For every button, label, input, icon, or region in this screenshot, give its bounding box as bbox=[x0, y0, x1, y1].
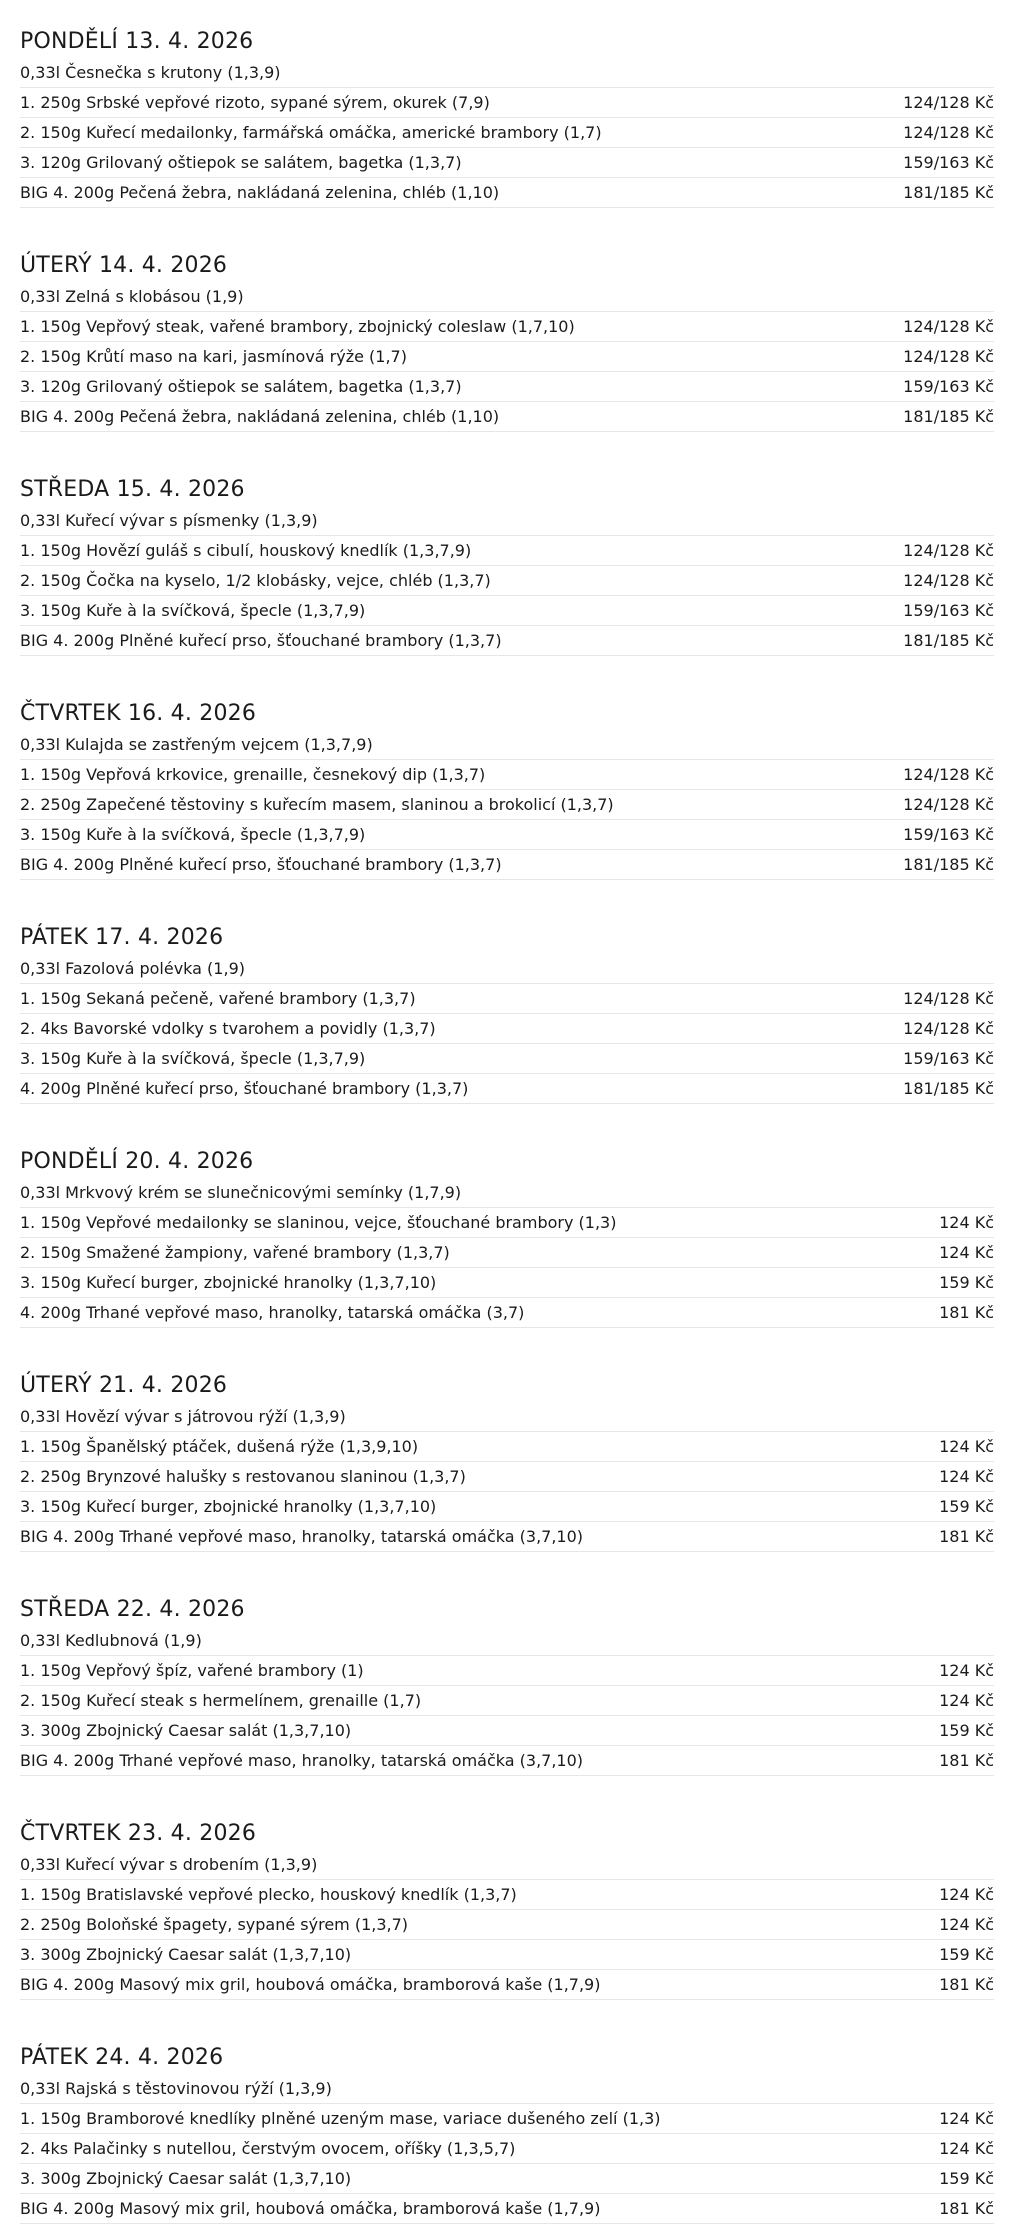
day-title: ÚTERÝ 21. 4. 2026 bbox=[20, 1373, 228, 1398]
menu-item-name: 1. 150g Bramborové knedlíky plněné uzeným mase, variace dušeného zelí (1,3) bbox=[20, 2109, 661, 2128]
soup-line: 0,33l Kuřecí vývar s písmenky (1,3,9) bbox=[20, 507, 994, 536]
menu-item-name: BIG 4. 200g Trhané vepřové maso, hranolky, tatarská omáčka (3,7,10) bbox=[20, 1751, 584, 1770]
menu-item-price: 159 Kč bbox=[939, 1945, 994, 1964]
menu-item-price: 159/163 Kč bbox=[903, 377, 994, 396]
menu-item-price: 181/185 Kč bbox=[903, 631, 994, 650]
menu-item-row bbox=[20, 1522, 994, 1552]
menu-item-price: 159 Kč bbox=[939, 1721, 994, 1740]
menu-item-price: 124 Kč bbox=[939, 1213, 994, 1232]
day-title: PÁTEK 24. 4. 2026 bbox=[20, 2045, 224, 2070]
menu-item-name: 1. 150g Vepřová krkovice, grenaille, česnekový dip (1,3,7) bbox=[20, 765, 486, 784]
menu-item-name: 1. 150g Bratislavské vepřové plecko, houskový knedlík (1,3,7) bbox=[20, 1885, 517, 1904]
menu-item-name: 4. 200g Trhané vepřové maso, hranolky, tatarská omáčka (3,7) bbox=[20, 1303, 525, 1322]
menu-item-name: 2. 250g Brynzové halušky s restovanou slaninou (1,3,7) bbox=[20, 1467, 466, 1486]
menu-item-price: 159 Kč bbox=[939, 2169, 994, 2188]
menu-item-price: 159/163 Kč bbox=[903, 601, 994, 620]
menu-item-name: BIG 4. 200g Plněné kuřecí prso, šťouchané brambory (1,3,7) bbox=[20, 631, 502, 650]
menu-item-price: 124 Kč bbox=[939, 1885, 994, 1904]
menu-item-row bbox=[20, 1910, 994, 1940]
day-title: STŘEDA 22. 4. 2026 bbox=[20, 1597, 245, 1622]
day-title: ÚTERÝ 14. 4. 2026 bbox=[20, 253, 228, 278]
menu-item-name: 3. 150g Kuřecí burger, zbojnické hranolky (1,3,7,10) bbox=[20, 1273, 437, 1292]
menu-item-name: 3. 150g Kuře à la svíčková, špecle (1,3,7,9) bbox=[20, 1049, 366, 1068]
day-title: ČTVRTEK 23. 4. 2026 bbox=[20, 1821, 257, 1846]
day-section bbox=[20, 25, 994, 208]
menu-item-price: 159 Kč bbox=[939, 1497, 994, 1516]
menu-item-row bbox=[20, 1970, 994, 2000]
menu-item-name: 1. 150g Vepřový steak, vařené brambory, zbojnický coleslaw (1,7,10) bbox=[20, 317, 575, 336]
menu-item-name: 1. 150g Vepřový špíz, vařené brambory (1) bbox=[20, 1661, 364, 1680]
day-section bbox=[20, 1593, 994, 1776]
menu-item-row bbox=[20, 1686, 994, 1716]
menu-item-price: 159/163 Kč bbox=[903, 1049, 994, 1068]
day-title: PÁTEK 17. 4. 2026 bbox=[20, 925, 224, 950]
menu-item-name: 1. 150g Hovězí guláš s cibulí, houskový knedlík (1,3,7,9) bbox=[20, 541, 472, 560]
menu-item-price: 124 Kč bbox=[939, 1915, 994, 1934]
soup-line: 0,33l Kulajda se zastřeným vejcem (1,3,7,9) bbox=[20, 731, 994, 760]
menu-item-row bbox=[20, 402, 994, 432]
menu-item-price: 124 Kč bbox=[939, 2109, 994, 2128]
soup-line: 0,33l Kedlubnová (1,9) bbox=[20, 1627, 994, 1656]
menu-item-name: 2. 150g Čočka na kyselo, 1/2 klobásky, vejce, chléb (1,3,7) bbox=[20, 571, 491, 590]
soup-line: 0,33l Zelná s klobásou (1,9) bbox=[20, 283, 994, 312]
menu-item-price: 124 Kč bbox=[939, 1437, 994, 1456]
menu-item-price: 181 Kč bbox=[939, 1975, 994, 1994]
menu-item-name: 2. 250g Zapečené těstoviny s kuřecím masem, slaninou a brokolicí (1,3,7) bbox=[20, 795, 614, 814]
menu-item-row bbox=[20, 1880, 994, 1910]
menu-item-row bbox=[20, 2104, 994, 2134]
menu-item-price: 124/128 Kč bbox=[903, 795, 994, 814]
menu-item-name: 1. 150g Sekaná pečeně, vařené brambory (1,3,7) bbox=[20, 989, 416, 1008]
menu-item-price: 124/128 Kč bbox=[903, 765, 994, 784]
menu-item-name: BIG 4. 200g Masový mix gril, houbová omáčka, bramborová kaše (1,7,9) bbox=[20, 1975, 601, 1994]
menu-item-row bbox=[20, 566, 994, 596]
menu-item-row bbox=[20, 2134, 994, 2164]
menu-item-row bbox=[20, 372, 994, 402]
menu-item-name: 2. 150g Kuřecí steak s hermelínem, grenaille (1,7) bbox=[20, 1691, 422, 1710]
day-section bbox=[20, 2041, 994, 2224]
menu-item-price: 181 Kč bbox=[939, 1527, 994, 1546]
day-section bbox=[20, 1145, 994, 1328]
day-title: STŘEDA 15. 4. 2026 bbox=[20, 477, 245, 502]
menu-item-price: 159/163 Kč bbox=[903, 153, 994, 172]
menu-item-price: 181 Kč bbox=[939, 1303, 994, 1322]
menu-item-row bbox=[20, 2164, 994, 2194]
menu-item-price: 124/128 Kč bbox=[903, 571, 994, 590]
soup-line: 0,33l Fazolová polévka (1,9) bbox=[20, 955, 994, 984]
menu-item-name: 2. 250g Boloňské špagety, sypané sýrem (1,3,7) bbox=[20, 1915, 409, 1934]
day-title: PONDĚLÍ 13. 4. 2026 bbox=[20, 29, 254, 54]
menu-item-row bbox=[20, 1044, 994, 1074]
menu-item-name: 2. 4ks Bavorské vdolky s tvarohem a povidly (1,3,7) bbox=[20, 1019, 436, 1038]
soup-line: 0,33l Kuřecí vývar s drobením (1,3,9) bbox=[20, 1851, 994, 1880]
menu-item-row bbox=[20, 1074, 994, 1104]
menu-item-name: BIG 4. 200g Pečená žebra, nakládaná zelenina, chléb (1,10) bbox=[20, 407, 500, 426]
day-title: PONDĚLÍ 20. 4. 2026 bbox=[20, 1149, 254, 1174]
menu-item-price: 124 Kč bbox=[939, 1691, 994, 1710]
menu-item-name: 3. 300g Zbojnický Caesar salát (1,3,7,10) bbox=[20, 1945, 352, 1964]
soup-line: 0,33l Mrkvový krém se slunečnicovými semínky (1,7,9) bbox=[20, 1179, 994, 1208]
menu-item-price: 181 Kč bbox=[939, 1751, 994, 1770]
menu-item-price: 181/185 Kč bbox=[903, 1079, 994, 1098]
menu-item-row bbox=[20, 1238, 994, 1268]
menu-item-price: 124/128 Kč bbox=[903, 93, 994, 112]
menu-item-row bbox=[20, 118, 994, 148]
menu-item-name: 3. 150g Kuře à la svíčková, špecle (1,3,7,9) bbox=[20, 825, 366, 844]
menu-item-row bbox=[20, 850, 994, 880]
menu-item-row bbox=[20, 820, 994, 850]
menu-item-name: 3. 150g Kuře à la svíčková, špecle (1,3,7,9) bbox=[20, 601, 366, 620]
menu-item-row bbox=[20, 1268, 994, 1298]
menu-item-name: 4. 200g Plněné kuřecí prso, šťouchané brambory (1,3,7) bbox=[20, 1079, 469, 1098]
menu-item-price: 124 Kč bbox=[939, 1467, 994, 1486]
menu-item-row bbox=[20, 1940, 994, 1970]
menu-item-name: 2. 150g Krůtí maso na kari, jasmínová rýže (1,7) bbox=[20, 347, 407, 366]
menu-item-price: 124/128 Kč bbox=[903, 989, 994, 1008]
menu-item-name: 3. 120g Grilovaný oštiepok se salátem, bagetka (1,3,7) bbox=[20, 377, 462, 396]
menu-item-row bbox=[20, 1462, 994, 1492]
menu-item-name: 1. 150g Vepřové medailonky se slaninou, vejce, šťouchané brambory (1,3) bbox=[20, 1213, 617, 1232]
menu-item-row bbox=[20, 312, 994, 342]
menu-item-name: BIG 4. 200g Trhané vepřové maso, hranolky, tatarská omáčka (3,7,10) bbox=[20, 1527, 584, 1546]
menu-item-price: 124/128 Kč bbox=[903, 317, 994, 336]
menu-item-price: 124/128 Kč bbox=[903, 1019, 994, 1038]
menu-item-row bbox=[20, 1656, 994, 1686]
day-section bbox=[20, 249, 994, 432]
menu-item-row bbox=[20, 178, 994, 208]
menu-item-row bbox=[20, 148, 994, 178]
menu-item-row bbox=[20, 2194, 994, 2224]
day-section bbox=[20, 473, 994, 656]
soup-line: 0,33l Česnečka s krutony (1,3,9) bbox=[20, 59, 994, 88]
menu-item-row bbox=[20, 760, 994, 790]
menu-item-row bbox=[20, 1014, 994, 1044]
menu-item-name: 2. 150g Kuřecí medailonky, farmářská omáčka, americké brambory (1,7) bbox=[20, 123, 602, 142]
menu-item-price: 124/128 Kč bbox=[903, 541, 994, 560]
menu-item-price: 124/128 Kč bbox=[903, 123, 994, 142]
menu-item-price: 181/185 Kč bbox=[903, 407, 994, 426]
menu-item-row bbox=[20, 1746, 994, 1776]
day-section bbox=[20, 697, 994, 880]
menu-item-price: 181 Kč bbox=[939, 2199, 994, 2218]
menu-item-name: BIG 4. 200g Masový mix gril, houbová omáčka, bramborová kaše (1,7,9) bbox=[20, 2199, 601, 2218]
menu-item-price: 124 Kč bbox=[939, 1243, 994, 1262]
menu-item-name: 2. 150g Smažené žampiony, vařené brambory (1,3,7) bbox=[20, 1243, 450, 1262]
menu-item-price: 124/128 Kč bbox=[903, 347, 994, 366]
menu-item-row bbox=[20, 1716, 994, 1746]
menu-item-price: 181/185 Kč bbox=[903, 183, 994, 202]
menu-item-price: 124 Kč bbox=[939, 1661, 994, 1680]
menu-item-name: 3. 120g Grilovaný oštiepok se salátem, bagetka (1,3,7) bbox=[20, 153, 462, 172]
soup-line: 0,33l Rajská s těstovinovou rýží (1,3,9) bbox=[20, 2075, 994, 2104]
menu-item-name: 1. 250g Srbské vepřové rizoto, sypané sýrem, okurek (7,9) bbox=[20, 93, 490, 112]
menu-item-price: 159/163 Kč bbox=[903, 825, 994, 844]
menu-item-row bbox=[20, 596, 994, 626]
menu-item-row bbox=[20, 626, 994, 656]
menu-item-name: 1. 150g Španělský ptáček, dušená rýže (1,3,9,10) bbox=[20, 1437, 419, 1456]
menu-item-row bbox=[20, 1208, 994, 1238]
soup-line: 0,33l Hovězí vývar s játrovou rýží (1,3,9) bbox=[20, 1403, 994, 1432]
menu-item-price: 124 Kč bbox=[939, 2139, 994, 2158]
menu-item-row bbox=[20, 1492, 994, 1522]
menu-item-row bbox=[20, 1432, 994, 1462]
menu-item-row bbox=[20, 984, 994, 1014]
menu-item-name: BIG 4. 200g Plněné kuřecí prso, šťouchané brambory (1,3,7) bbox=[20, 855, 502, 874]
menu-item-row bbox=[20, 536, 994, 566]
menu-item-name: 2. 4ks Palačinky s nutellou, čerstvým ovocem, oříšky (1,3,5,7) bbox=[20, 2139, 516, 2158]
menu-item-row bbox=[20, 1298, 994, 1328]
menu-item-row bbox=[20, 790, 994, 820]
menu-item-row bbox=[20, 342, 994, 372]
menu-item-name: 3. 300g Zbojnický Caesar salát (1,3,7,10) bbox=[20, 1721, 352, 1740]
menu-item-price: 159 Kč bbox=[939, 1273, 994, 1292]
menu-item-name: BIG 4. 200g Pečená žebra, nakládaná zelenina, chléb (1,10) bbox=[20, 183, 500, 202]
day-section bbox=[20, 1369, 994, 1552]
day-section bbox=[20, 1817, 994, 2000]
menu-item-price: 181/185 Kč bbox=[903, 855, 994, 874]
day-title: ČTVRTEK 16. 4. 2026 bbox=[20, 701, 257, 726]
menu-item-name: 3. 150g Kuřecí burger, zbojnické hranolky (1,3,7,10) bbox=[20, 1497, 437, 1516]
menu-item-row bbox=[20, 88, 994, 118]
menu-item-name: 3. 300g Zbojnický Caesar salát (1,3,7,10) bbox=[20, 2169, 352, 2188]
day-section bbox=[20, 921, 994, 1104]
